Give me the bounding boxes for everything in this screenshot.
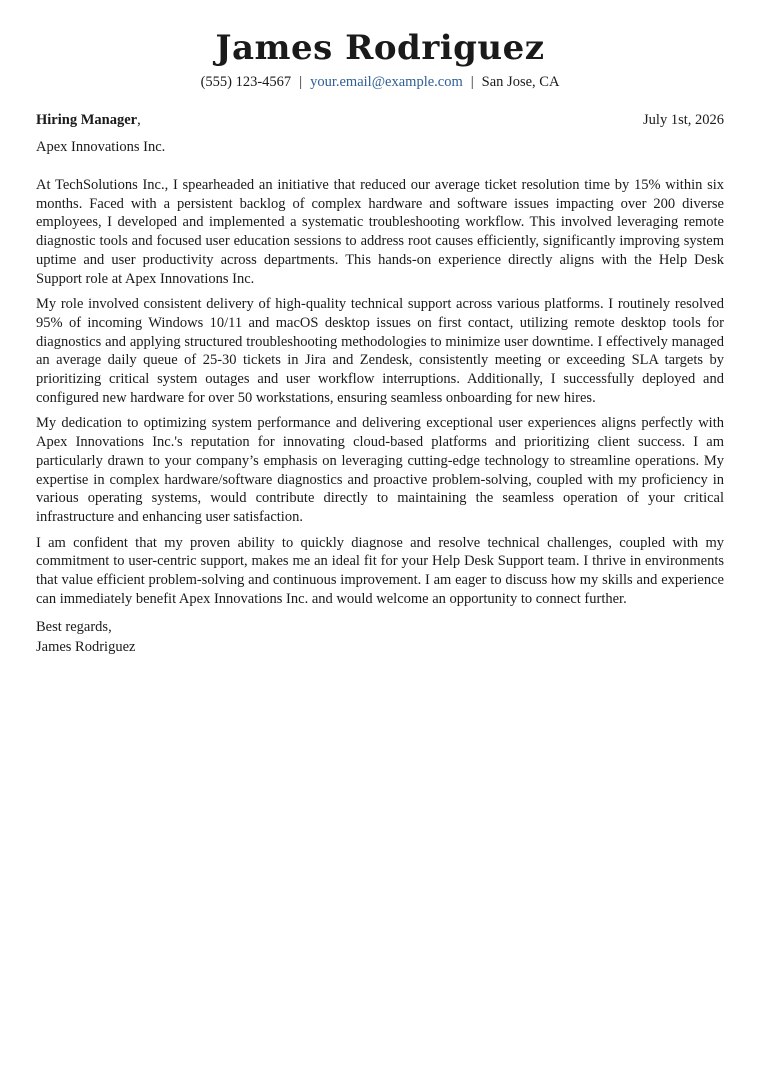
body-paragraph: My dedication to optimizing system performance and delivering exceptional user experiences aligns perfectly with Apex Innovations Inc.'s reputation for innovating cloud-based platforms and prioritizing client success. I am particularly drawn to your company’s emphasis on leveraging cutting-edge technology to streamline operations. My expertise in complex hardware/software diagnostics and proactive problem-solving, coupled with my proficiency in various operating systems, would contribute directly to maintaining the seamless operation of your critical infrastructure and enhancing user satisfaction. bbox=[36, 415, 724, 525]
recipient-name: Hiring Manager bbox=[36, 112, 138, 128]
applicant-name: James Rodriguez bbox=[215, 28, 545, 68]
letter-date: July 1st, 2026 bbox=[643, 112, 724, 128]
recipient-date-row bbox=[36, 110, 724, 130]
cover-letter-page bbox=[36, 28, 724, 657]
closing-block bbox=[36, 617, 724, 657]
location: San Jose, CA bbox=[481, 74, 560, 90]
body-paragraph: At TechSolutions Inc., I spearheaded an initiative that reduced our average ticket resolution time by 15% within six months. Faced with a persistent backlog of complex hardware and software issues impacting over 200 diverse employees, I developed and implemented a systematic troubleshooting workflow. This involved leveraging remote diagnostic tools and focused user education sessions to address root causes efficiently, significantly improving system uptime and user productivity across departments. This hands-on experience directly aligns with the Help Desk Support role at Apex Innovations Inc. bbox=[36, 177, 724, 287]
contact-line bbox=[36, 72, 724, 92]
closing-salutation: Best regards, bbox=[36, 619, 112, 636]
letter-body bbox=[36, 176, 724, 608]
phone-number: (555) 123-4567 bbox=[200, 74, 292, 90]
contact-separator: | bbox=[299, 74, 303, 90]
body-paragraph: I am confident that my proven ability to quickly diagnose and resolve technical challenges, coupled with my commitment to user-centric support, makes me an ideal fit for your Help Desk Support team. I thrive in environments that value efficient problem-solving and continuous improvement. I am eager to discuss how my skills and experience can immediately benefit Apex Innovations Inc. and would welcome an opportunity to connect further. bbox=[36, 534, 724, 607]
recipient-name-comma: , bbox=[137, 112, 141, 128]
body-paragraph: My role involved consistent delivery of high-quality technical support across various platforms. I routinely resolved 95% of incoming Windows 10/11 and macOS desktop issues on first contact, utilizing remote desktop tools for diagnostics and applying structured troubleshooting methodologies to minimize user downtime. I effectively managed an average daily queue of 25-30 tickets in Jira and Zendesk, consistently meeting or exceeding SLA targets by prioritizing critical system outages and user workflow interruptions. Additionally, I successfully deployed and configured new hardware for over 50 workstations, ensuring seamless onboarding for new hires. bbox=[36, 296, 724, 406]
recipient-greeting bbox=[36, 110, 141, 130]
email-link[interactable]: your.email@example.com bbox=[310, 74, 463, 90]
contact-separator: | bbox=[470, 74, 474, 90]
recipient-company: Apex Innovations Inc. bbox=[36, 139, 166, 155]
closing-signature: James Rodriguez bbox=[36, 639, 136, 656]
